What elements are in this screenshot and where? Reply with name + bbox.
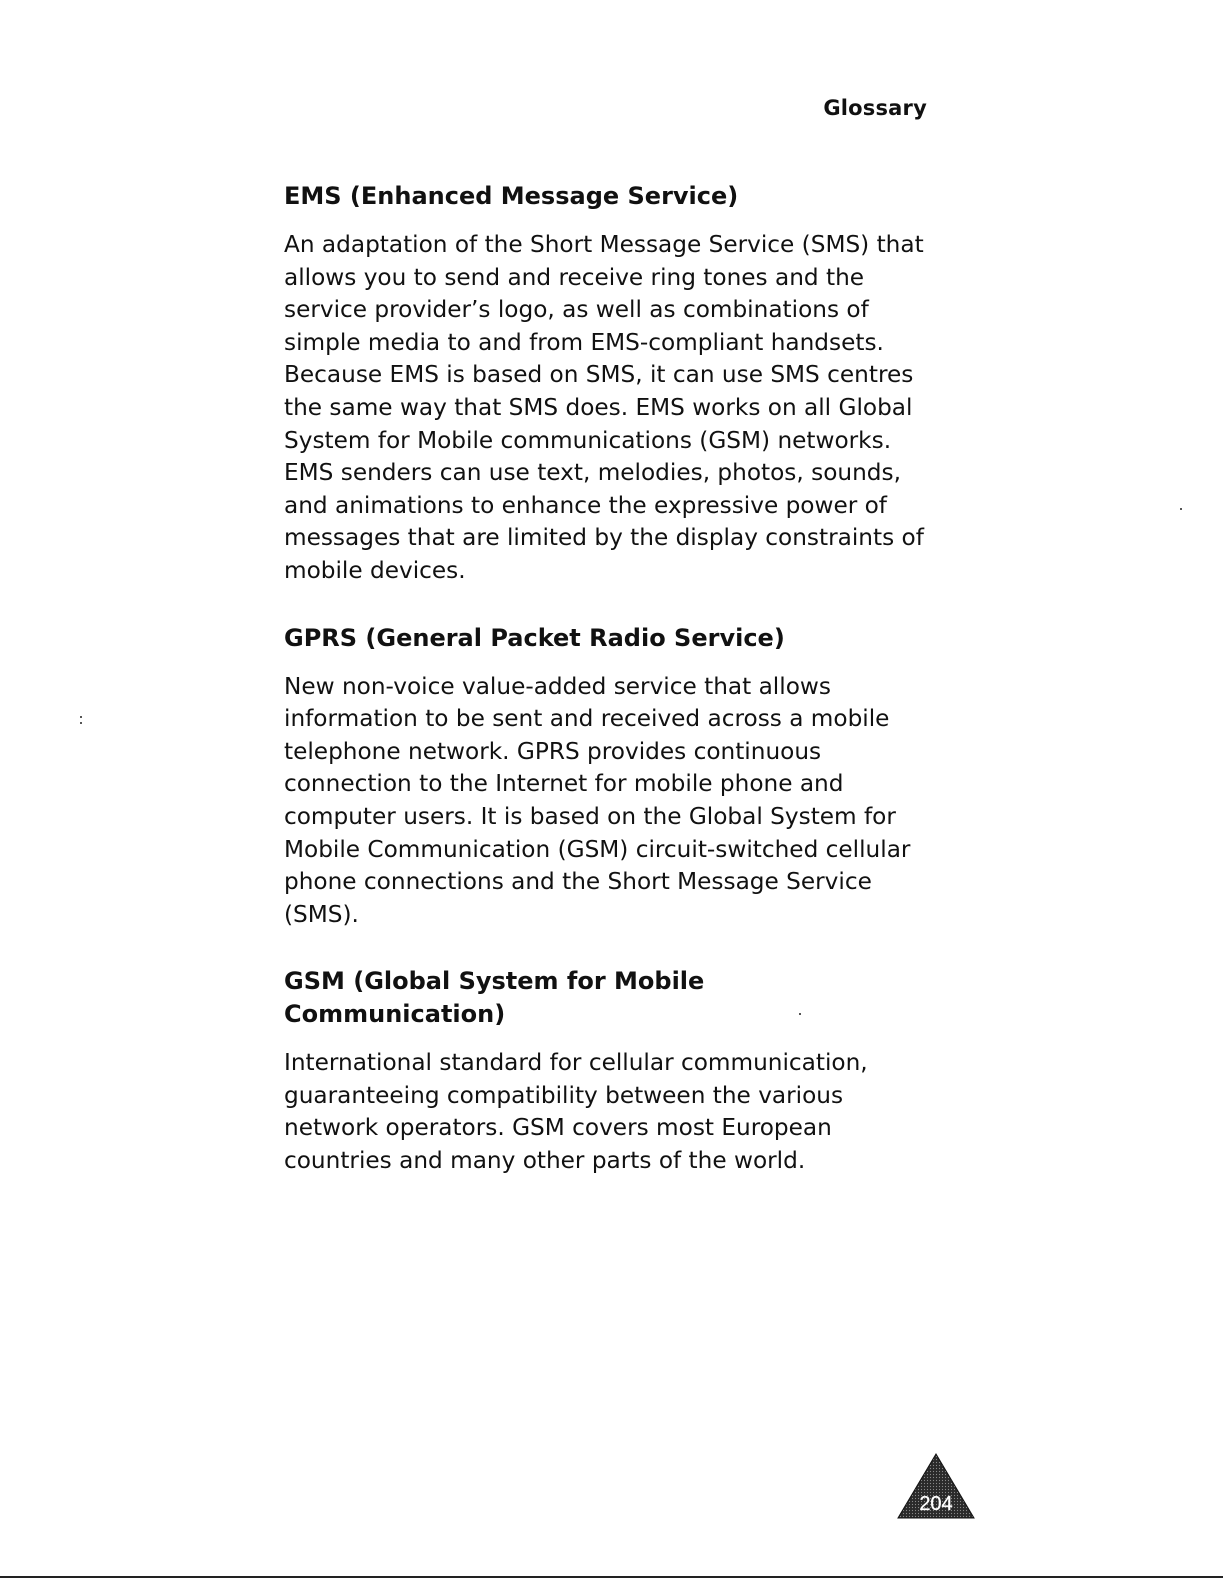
glossary-entry-gprs [284,622,932,932]
page-number: 204 [919,1493,953,1515]
glossary-term: EMS (Enhanced Message Service) [284,182,739,210]
glossary-definition: New non-voice value-added service that allows information to be sent and received across a mobile telephone network. GPRS provides continuous connection to the Internet for mobile phone and computer users. It is based on the Global System for Mobile Communication (GSM) circuit-switched cellular phone connections and the Short Message Service (SMS). [284,672,911,928]
glossary-entry-ems [284,180,932,588]
scan-speck [80,716,82,718]
glossary-entry-gsm [284,965,932,1177]
bottom-border [0,1576,1223,1578]
page-number-badge [896,1452,976,1520]
glossary-definition: An adaptation of the Short Message Service (SMS) that allows you to send and receive ring tones and the service provider’s logo, as well as combinations of simple media to and from EMS-compliant handsets. Because EMS is based on SMS, it can use SMS centres the same way that SMS does. EMS works on all Global System for Mobile communications (GSM) networks. EMS senders can use text, melodies, photos, sounds, and animations to enhance the expressive power of messages that are limited by the display constraints of mobile devices. [284,231,924,584]
glossary-definition: International standard for cellular communication, guaranteeing compatibility between the various network operators. GSM covers most European countries and many other parts of the world. [284,1049,868,1175]
glossary-term: GPRS (General Packet Radio Service) [284,623,785,652]
glossary-term: GSM (Global System for Mobile Communication) [284,967,705,1029]
scan-speck [799,1013,801,1015]
scan-speck [80,722,82,724]
scan-speck [1180,508,1182,510]
running-header: Glossary [823,96,927,120]
glossary-content [284,180,932,1212]
triangle-icon [896,1452,976,1520]
